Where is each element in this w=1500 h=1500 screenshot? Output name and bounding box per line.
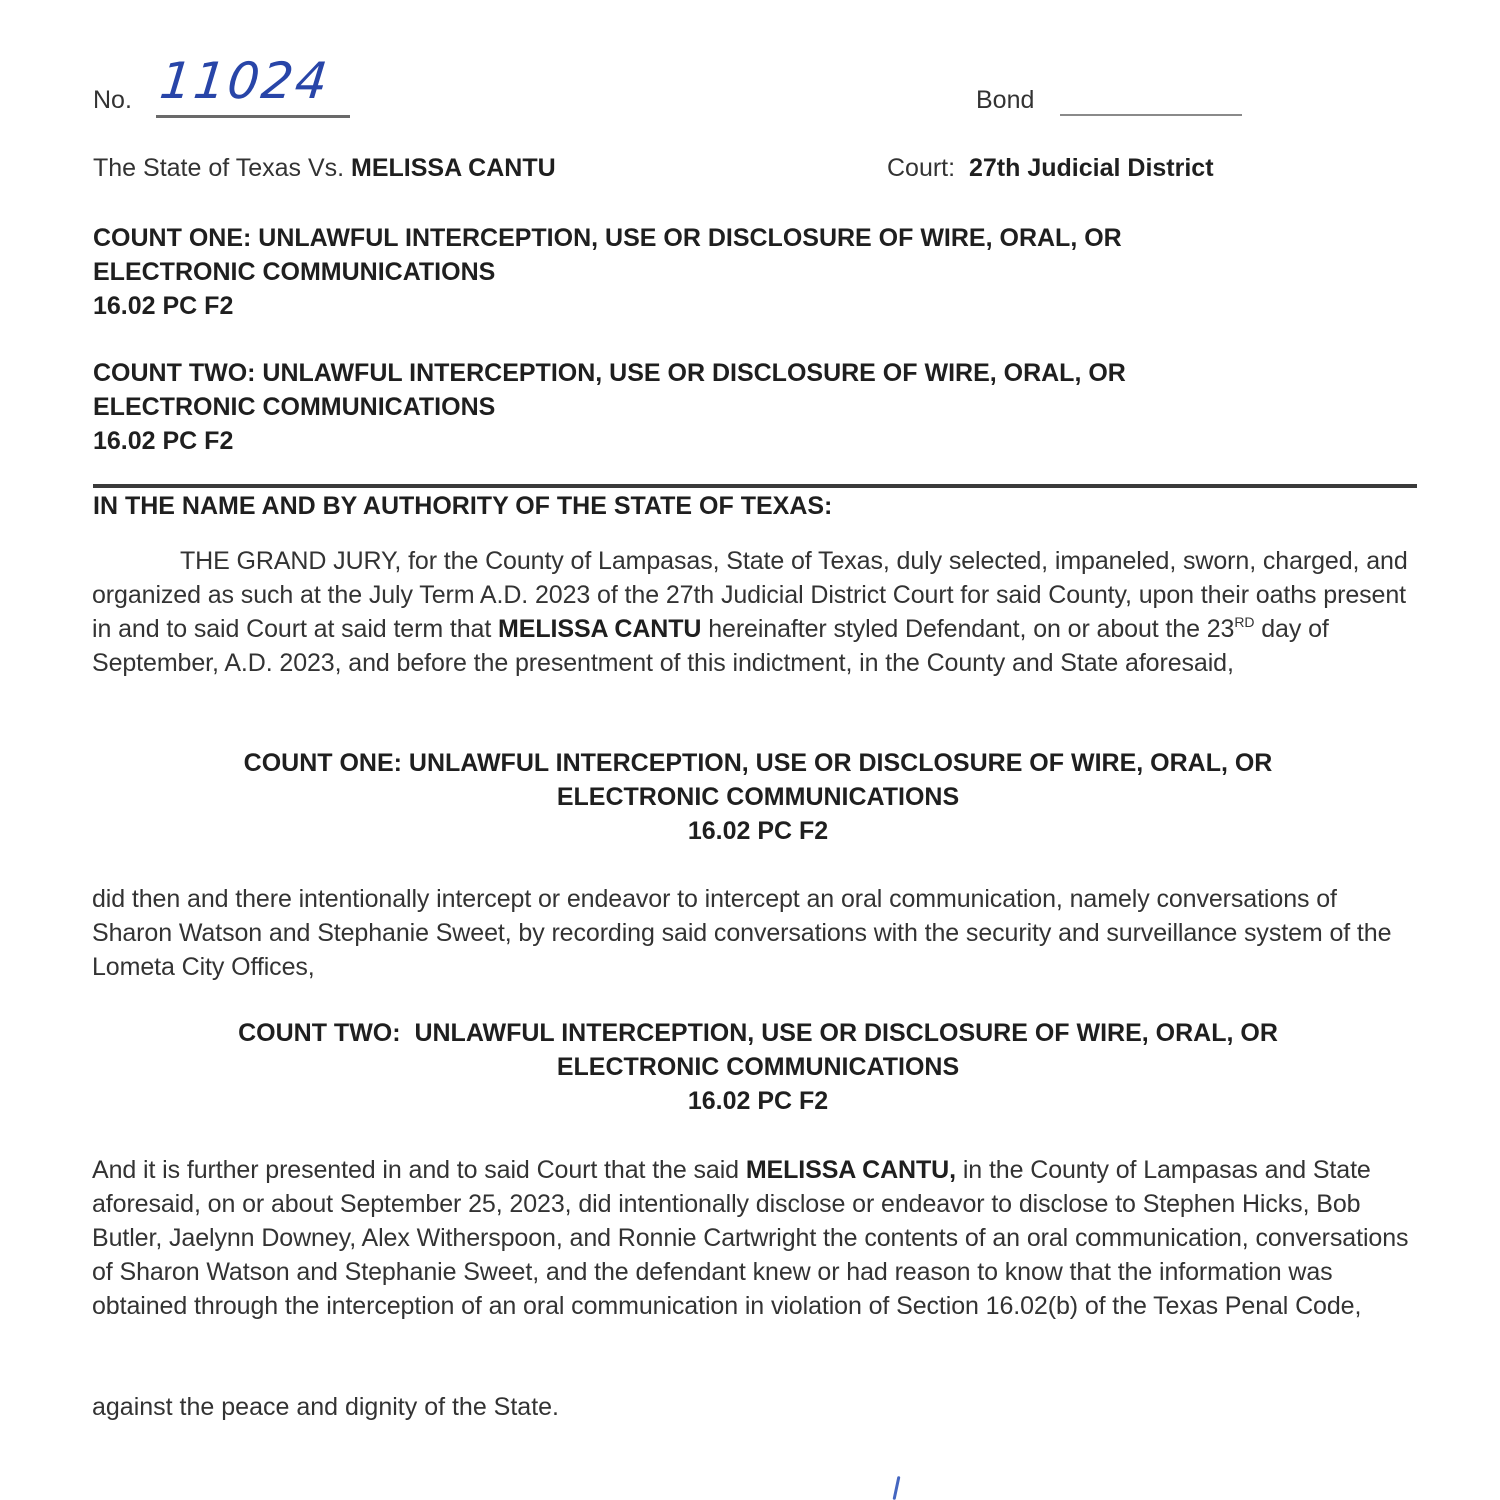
intro-text: day of September, A.D. 2023, and before the presentment of this indictment, in the County and State aforesaid, <box>92 615 1329 677</box>
intro-text: hereinafter styled Defendant, on or about the 23 <box>701 615 1235 643</box>
case-caption <box>93 154 556 183</box>
count-title-cont: ELECTRONIC COMMUNICATIONS <box>556 1053 960 1081</box>
summary-count-title: COUNT ONE: UNLAWFUL INTERCEPTION, USE OR DISCLOSURE OF WIRE, ORAL, OR <box>93 224 1122 252</box>
summary-count-title-cont: ELECTRONIC COMMUNICATIONS <box>93 258 496 286</box>
summary-count-title: COUNT TWO: UNLAWFUL INTERCEPTION, USE OR DISCLOSURE OF WIRE, ORAL, OR <box>93 359 1126 387</box>
count-title-cont: ELECTRONIC COMMUNICATIONS <box>556 783 960 811</box>
count-one-body: did then and there intentionally intercept or endeavor to intercept an oral communication, namely conversations of Sharon Watson and Stephanie Sweet, by recording said conversations with the security and surveillance system of the Lometa City Offices, <box>92 885 1392 981</box>
court-value: 27th Judicial District <box>969 154 1214 182</box>
case-number-handwritten: 11024 <box>156 52 333 110</box>
authority-heading: IN THE NAME AND BY AUTHORITY OF THE STATE OF TEXAS: <box>93 492 833 520</box>
count-two-heading <box>93 1016 1423 1118</box>
defendant-name: MELISSA CANTU, <box>745 1156 956 1184</box>
case-prefix: The State of Texas Vs. <box>93 154 345 182</box>
closing-line: against the peace and dignity of the State. <box>92 1393 560 1421</box>
court-label: Court: <box>887 154 956 182</box>
case-number-underline <box>156 115 350 118</box>
summary-count-one <box>93 221 1423 323</box>
defendant-name: MELISSA CANTU <box>351 154 556 182</box>
count-one-heading <box>93 746 1423 848</box>
count-two-text: in the County of Lampasas and State aforesaid, on or about September 25, 2023, did intentionally disclose or endeavor to disclose to Stephen Hicks, Bob Butler, Jaelynn Downey, Alex Witherspoon, and Ronnie Cartwright the contents of an oral communication, conversations of Sharon Watson and Stephanie Sweet, and the defendant knew or had reason to know that the information was obtained through the interception of an oral communication in violation of Section 16.02(b) of the Texas Penal Code, <box>92 1156 1409 1320</box>
count-two-text: And it is further presented in and to said Court that the said <box>92 1156 746 1184</box>
defendant-name: MELISSA CANTU <box>498 615 702 643</box>
court-caption <box>887 154 1214 183</box>
summary-count-code: 16.02 PC F2 <box>93 427 234 455</box>
bond-blank-line <box>1060 114 1242 116</box>
intro-text: THE GRAND JURY, for the County of Lampasas, State of Texas, duly selected, impaneled, sworn, charged, and organized as such at the July Term A.D. 2023 of the 27th Judicial District Court for said County, upon their oaths present in and to said Court at said term that <box>92 547 1408 643</box>
summary-count-two <box>93 356 1423 458</box>
summary-count-code: 16.02 PC F2 <box>93 292 234 320</box>
count-title: COUNT ONE: UNLAWFUL INTERCEPTION, USE OR DISCLOSURE OF WIRE, ORAL, OR <box>243 749 1273 777</box>
grand-jury-paragraph <box>92 544 1422 680</box>
count-code: 16.02 PC F2 <box>687 1087 829 1115</box>
count-code: 16.02 PC F2 <box>687 817 829 845</box>
case-number-label: No. <box>93 86 132 114</box>
handwritten-ink-mark-icon <box>893 1476 901 1500</box>
ordinal-superscript: RD <box>1234 614 1255 630</box>
summary-count-title-cont: ELECTRONIC COMMUNICATIONS <box>93 393 496 421</box>
divider-rule <box>93 484 1417 488</box>
count-title: COUNT TWO: UNLAWFUL INTERCEPTION, USE OR DISCLOSURE OF WIRE, ORAL, OR <box>238 1019 1278 1047</box>
count-two-body <box>92 1153 1422 1323</box>
bond-label: Bond <box>976 86 1035 114</box>
